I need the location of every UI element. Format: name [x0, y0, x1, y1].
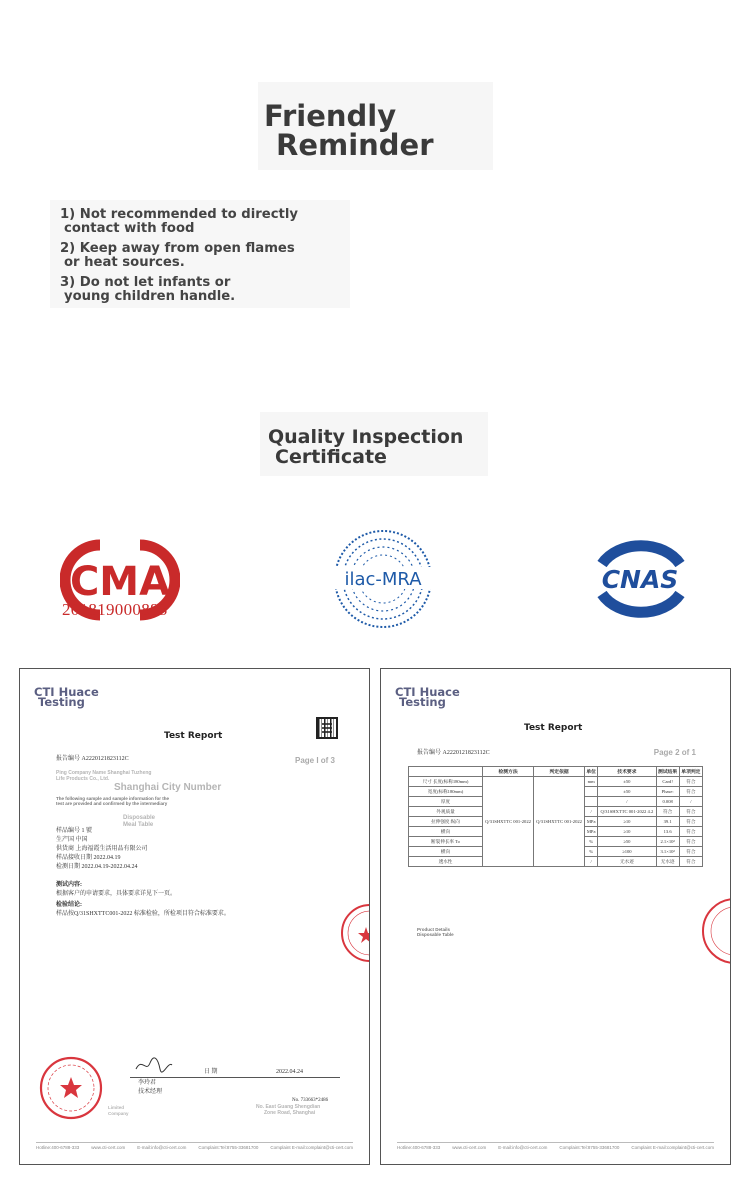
- table-row: 厚度 / 0.008 /: [409, 797, 703, 807]
- test-report-page-1: [19, 668, 370, 1165]
- company-label: Company: [108, 1111, 129, 1116]
- table-row: 拉伸强度 纵向 MPa ≥10 39.1 符合: [409, 817, 703, 827]
- cma-text: CMA: [69, 559, 171, 605]
- table-row: 透水性 / 无水迹 无水迹 符合: [409, 857, 703, 867]
- field-5: 检测日期 2022.04.19-2022.04.24: [56, 864, 138, 870]
- heading-line-2: Reminder: [276, 128, 434, 162]
- product-note-1: Product Details: [417, 927, 451, 932]
- table-row: 断裂伸长率 To % ≥50 2.1×10² 符合: [409, 837, 703, 847]
- signature-icon: [134, 1055, 174, 1075]
- red-seal-icon: [699, 895, 731, 967]
- field-2: 生产国 中国: [56, 837, 88, 843]
- table-row: 宽度(标称180mm) ±50 Phase: 符合: [409, 787, 703, 797]
- report-date: 2022.04.24: [276, 1069, 303, 1075]
- table-row: 外观质量 / Q/31SHXTTC 001-2022 4.2 符合 符合: [409, 807, 703, 817]
- report-brand: CTI Huace Testing: [34, 685, 99, 709]
- qr-code-icon: [316, 717, 338, 739]
- field-4: 样品接收日期 2022.04.19: [56, 855, 121, 861]
- disposable-label: Disposable: [123, 815, 156, 821]
- heading-line-1: Quality Inspection: [268, 426, 464, 448]
- sample-note-2: test are provided and confirmed by the intermediary: [56, 801, 168, 806]
- cnas-text: CNAS: [601, 565, 679, 594]
- red-seal-icon: [336, 901, 370, 965]
- company-seal-icon: [38, 1055, 104, 1121]
- report-title: Test Report: [524, 723, 583, 733]
- table-row: 尺寸 长度(标称180mm) Q/31SHXTTC 001-2022 Q/31SHXTTC 001-2022 mm ±50 Card! 符合: [409, 777, 703, 787]
- serial-number: No. 733663*2486: [292, 1098, 329, 1103]
- heading-line-1: Friendly: [264, 99, 397, 133]
- table-row: 横向 % ≥100 3.1×10² 符合: [409, 847, 703, 857]
- test-content-label: 测试内容:: [56, 882, 82, 888]
- inspection-table: 检测方法 判定依据 单位 技术要求 测试结果 单项判定 尺寸 长度(标称180mm) Q/31SHXTTC 001-2022 Q/31SHXTTC 001-2022 mm ±50 Card! 符合 宽度(标称180mm) ±50 Phase: 符合 厚度 / 0.008 / 外观质量 / Q/31SHXTTC 001-2022 4.2 符合 符合 拉伸强度 纵向 MPa ≥10 39.1 符合 横向 MPa ≥10 13.6 符合 断裂伸长率 To % ≥50 2.1×10² 符合 横向 % ≥100 3.1×10² 符合 透水性 / 无水迹 无水迹 符合: [408, 766, 703, 867]
- page-number: Page 2 of 1: [653, 748, 696, 757]
- ghost-company-line: Ping Company Name Shanghai Tuzheng: [56, 770, 152, 776]
- friendly-reminder-heading: [258, 82, 493, 170]
- heading-line-2: Certificate: [275, 446, 387, 468]
- report-number: 报告编号 A2220121823112C: [56, 756, 129, 762]
- address-line-2: Zone Road, Shanghai: [264, 1110, 316, 1116]
- report-title: Test Report: [164, 731, 223, 741]
- test-report-page-2: [380, 668, 731, 1165]
- report-footer: Hotline:400-6788-333 www.cti-cert.com E-mail:info@cti-cert.com Complaint:Tel:8755-33681700 Complaint E-mail:complaint@cti-cert.com: [36, 1142, 353, 1150]
- product-note-2: Disposable Table: [417, 932, 454, 937]
- report-brand: CTI Huace Testing: [395, 685, 460, 709]
- report-number: 报告编号 A2220121823112C: [417, 750, 490, 756]
- quality-certificate-heading: [260, 412, 488, 476]
- field-1: 样品编号 1 號: [56, 828, 93, 834]
- cma-number: 201819000883: [62, 600, 168, 619]
- meal-table-label: Meal Table: [123, 822, 154, 828]
- date-label: 日 期: [204, 1069, 218, 1075]
- ghost-company-line-2: Life Products Co., Ltd.: [56, 776, 110, 782]
- address-line-1: No. East Guang Shengdian: [256, 1104, 321, 1110]
- limited-label: Limited: [108, 1105, 125, 1110]
- signature-line: [130, 1077, 340, 1078]
- report-footer: Hotline:400-6788-333 www.cti-cert.com E-mail:info@cti-cert.com Complaint:Tel:8755-33681700 Complaint E-mail:complaint@cti-cert.com: [397, 1142, 714, 1150]
- conclusion-label: 检验结论:: [56, 902, 82, 908]
- test-content: 根据客户的申请要求，具体要求详见下一页。: [56, 891, 177, 897]
- ilac-text: ilac-MRA: [344, 569, 422, 590]
- signer-name: 李玲君: [138, 1080, 157, 1086]
- conclusion: 样品按Q/31SHXTTC001-2022 标准检验，所检项目符合标准要求。: [56, 911, 230, 917]
- cnas-logo: [588, 540, 692, 618]
- reminder-item-2: 2) Keep away from open flames or heat sources.: [60, 241, 295, 270]
- field-3: 供货商 上海福霞生活用品有限公司: [56, 846, 148, 852]
- reminder-list: [50, 200, 350, 308]
- table-row: 横向 MPa ≥10 13.6 符合: [409, 827, 703, 837]
- signer-title: 技术经理: [138, 1089, 163, 1095]
- shanghai-city-number: Shanghai City Number: [114, 782, 222, 793]
- sample-note-1: The following sample and sample information for the: [56, 796, 170, 801]
- reminder-item-1: 1) Not recommended to directly contact with food: [60, 207, 298, 236]
- page-number: Page I of 3: [294, 756, 335, 765]
- reminder-item-3: 3) Do not let infants or young children handle.: [60, 275, 236, 304]
- ilac-mra-logo: [330, 527, 436, 631]
